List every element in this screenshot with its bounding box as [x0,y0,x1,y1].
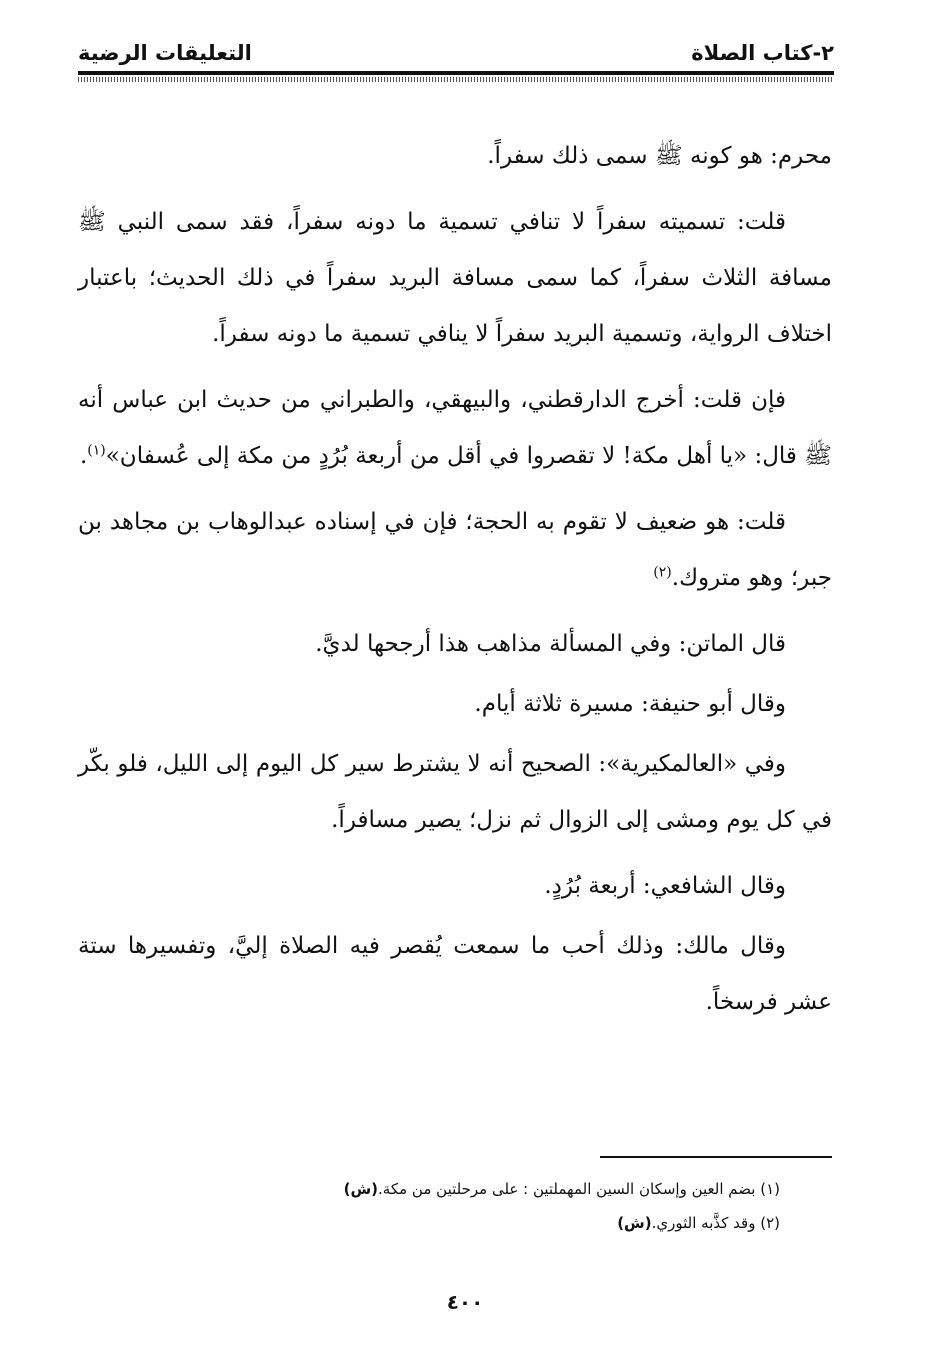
footnote-text: (٢) وقد كذَّبه الثوري. [651,1214,780,1232]
footnote-ref-2: (٢) [653,564,672,581]
page-number: ٤٠٠ [446,1290,484,1314]
chapter-title: ٢-كتاب الصلاة [691,41,834,65]
paragraph-end: . [79,443,88,469]
paragraph-text: وقال الشافعي: أربعة بُرُدٍ. [544,873,786,899]
paragraph-1 [78,128,832,184]
footnote-separator [600,1156,832,1158]
paragraph-4 [78,494,832,606]
paragraph-text: قلت: تسميته سفراً لا تنافي تسمية ما دونه سفراً، فقد سمى النبي ﷺ مسافة الثلاث سفراً، كما سمى مسافة البريد سفراً في ذلك الحديث؛ باعتبار اختلاف الرواية، وتسمية البريد سفراً لا ينافي تسمية ما دونه سفراً. [78,209,832,347]
paragraph-3 [78,372,832,484]
footnote-1 [150,1172,780,1206]
header-rule [78,71,834,75]
main-text [78,128,832,1040]
paragraph-8 [78,858,832,914]
paragraph-text: وقال أبو حنيفة: مسيرة ثلاثة أيام. [474,691,786,717]
paragraph-7 [78,736,832,848]
book-title: التعليقات الرضية [78,41,252,65]
paragraph-text: فإن قلت: أخرج الدارقطني، والبيهقي، والطبراني من حديث ابن عباس أنه ﷺ قال: «يا أهل مكة! لا تقصروا في أقل من أربعة بُرُدٍ من مكة إلى عُسفان» [78,387,832,469]
paragraph-text: وفي «العالمكيرية»: الصحيح أنه لا يشترط سير كل اليوم إلى الليل، فلو بكّر في كل يوم ومشى إلى الزوال ثم نزل؛ يصير مسافراً. [78,751,832,833]
footnote-text: (١) بضم العين وإسكان السين المهملتين : على مرحلتين من مكة. [378,1180,780,1198]
paragraph-text: وقال مالك: وذلك أحب ما سمعت يُقصر فيه الصلاة إليَّ، وتفسيرها ستة عشر فرسخاً. [78,933,832,1015]
footnote-2 [150,1206,780,1240]
footnote-signature: (ش) [343,1180,379,1198]
header-hatch-rule [78,77,834,82]
paragraph-2 [78,194,832,362]
paragraph-9 [78,918,832,1030]
paragraph-text: قلت: هو ضعيف لا تقوم به الحجة؛ فإن في إسناده عبدالوهاب بن مجاهد بن جبر؛ وهو متروك. [78,509,832,591]
footnote-signature: (ش) [617,1214,652,1232]
paragraph-text: قال الماتن: وفي المسألة مذاهب هذا أرجحها لديَّ. [315,631,786,657]
paragraph-6 [78,676,832,732]
footnotes [150,1172,780,1240]
footnote-ref-1: (١) [87,442,106,459]
paragraph-5 [78,616,832,672]
paragraph-text: محرم: هو كونه ﷺ سمى ذلك سفراً. [487,143,832,169]
